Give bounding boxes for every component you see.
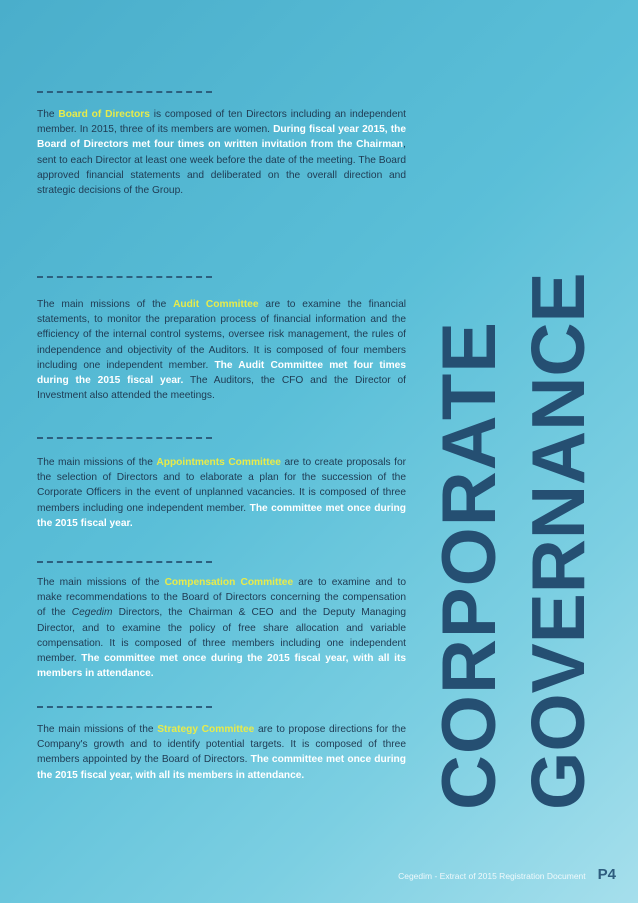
section-divider — [37, 91, 212, 93]
section-divider — [37, 437, 212, 439]
page-number: P4 — [597, 866, 616, 883]
board-of-directors-paragraph: The Board of Directors is composed of ten Directors including an independent member. In 2015, three of its members are women. During fiscal year 2015, the Board of Directors met four times on written invitation from the Chairman, sent to each Director at least one week before the date of the meeting. The Board approved financial statements and deliberated on the overall direction and strategic decisions of the Group. — [37, 109, 407, 197]
title-corporate: CORPORATE — [427, 321, 512, 810]
section-divider — [37, 276, 212, 278]
appointments-committee-paragraph: The main missions of the Appointments Committee are to create proposals for the selection of Directors and to elaborate a plan for the succession of the Corporate Officers in the event of unplanned vacancies. It is composed of three members including one independent member. The committee met once during the 2015 fiscal year. — [37, 457, 406, 529]
strategy-committee-paragraph: The main missions of the Strategy Committee are to propose directions for the Company's growth and to identify potential targets. It is composed of three members appointed by the Board of Directors. The committee met once during the 2015 fiscal year, with all its members in attendance. — [37, 724, 406, 781]
title-governance: GOVERNANCE — [516, 272, 600, 810]
audit-committee-highlight: Audit Committee — [173, 299, 259, 310]
audit-committee-paragraph: The main missions of the Audit Committee are to examine the financial statements, to monitor the preparation process of financial information and the efficiency of the internal control systems, oversee risk management, the rules of independence and objectivity of the Auditors. It is composed of four members including one independent member. The Audit Committee met four times during the 2015 fiscal year. The Auditors, the CFO and the Director of Investment also attended the meetings. — [37, 299, 407, 402]
appointments-committee-highlight: Appointments Committee — [156, 457, 281, 468]
strategy-committee-highlight: Strategy Committee — [157, 724, 255, 735]
page-footer — [398, 866, 616, 883]
compensation-committee-paragraph: The main missions of the Compensation Committee are to examine and to make recommendations to the Board of Directors concerning the compensation of the Cegedim Directors, the Chairman & CEO and the Deputy Managing Director, and to examine the policy of free share allocation and variable compensation. It is composed of three members including one independent member. The committee met once during the 2015 fiscal year, with all its members in attendance. — [37, 577, 406, 680]
section-divider — [37, 561, 212, 563]
footer-text: Cegedim - Extract of 2015 Registration Document — [398, 871, 586, 881]
compensation-committee-highlight: Compensation Committee — [164, 577, 294, 588]
board-of-directors-highlight: Board of Directors — [58, 109, 150, 120]
section-divider — [37, 706, 212, 708]
